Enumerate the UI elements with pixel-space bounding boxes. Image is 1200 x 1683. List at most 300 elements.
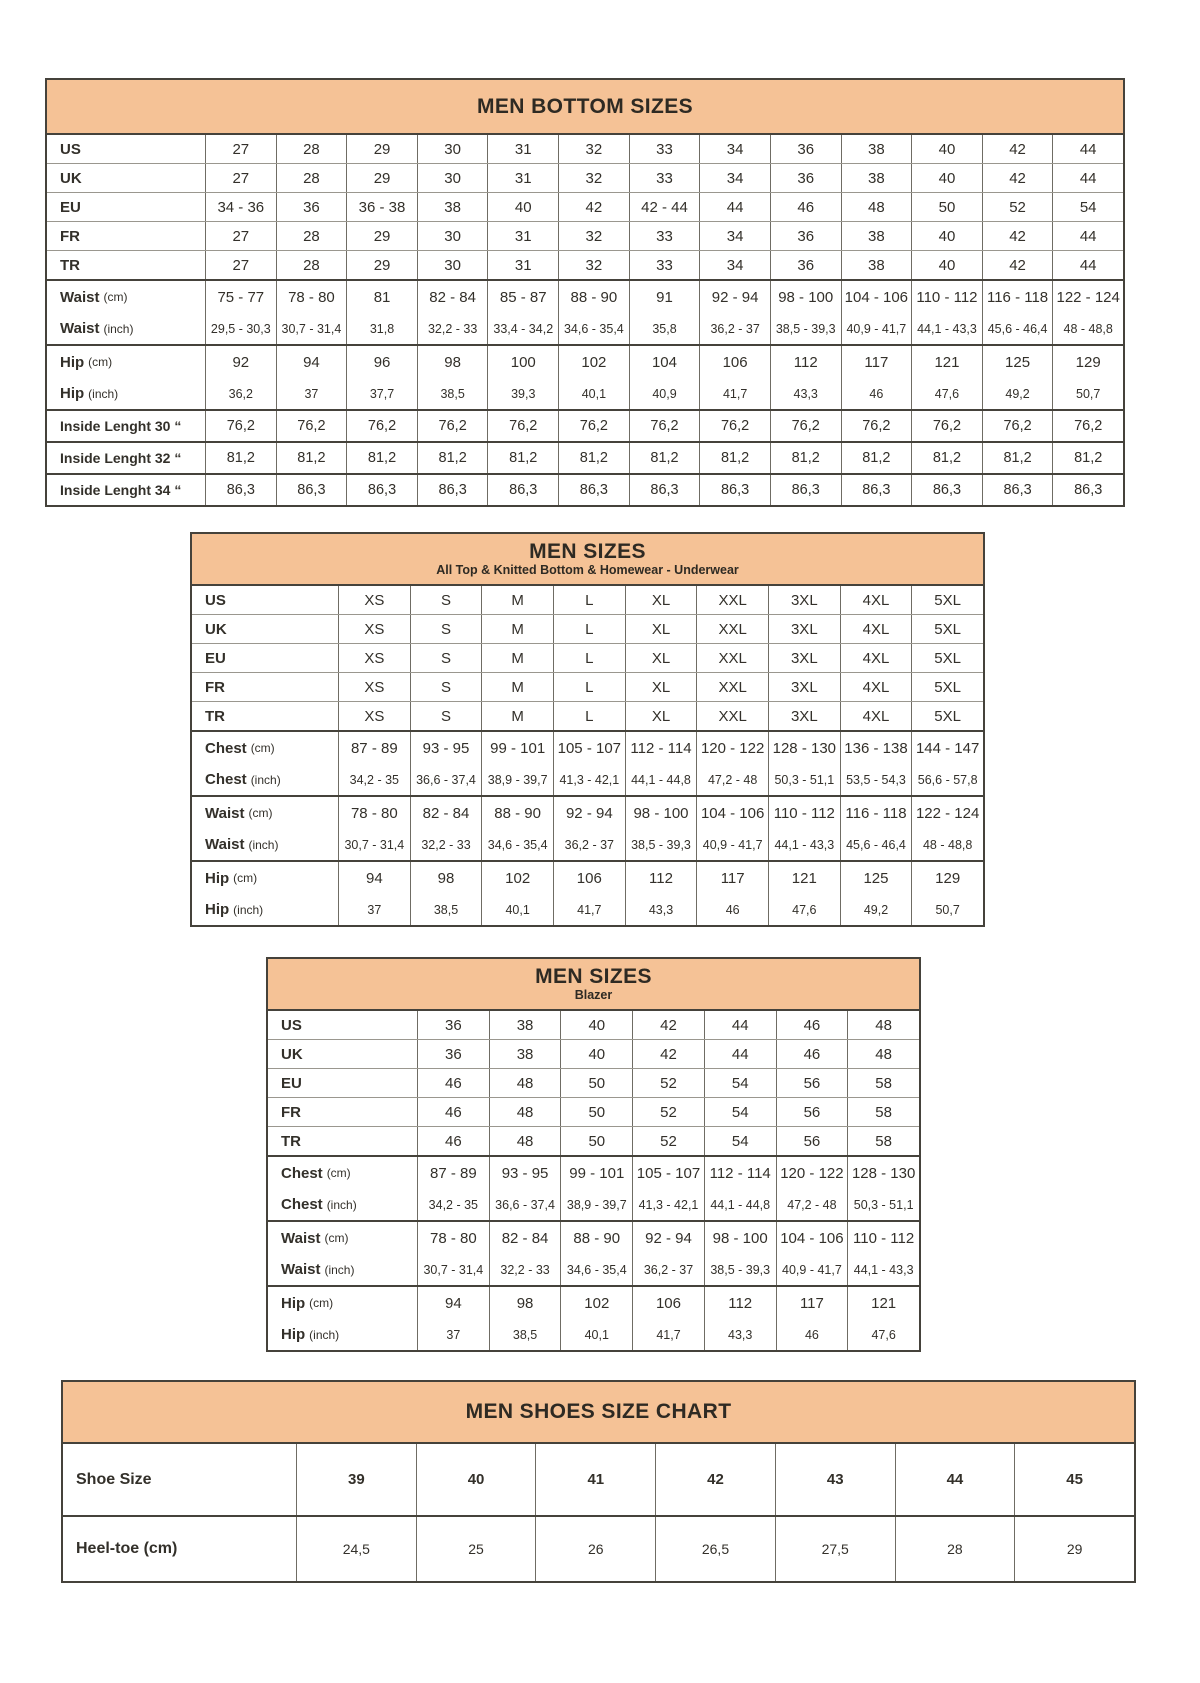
value-cell: 44,1 - 43,3 <box>911 313 982 344</box>
table-men-sizes-top <box>190 532 985 927</box>
value-cell: 36 <box>417 1040 489 1068</box>
value-cell: L <box>553 673 625 701</box>
value-cell: 33,4 - 34,2 <box>487 313 558 344</box>
value-cell: 99 - 101 <box>481 732 553 764</box>
value-cell: 41,7 <box>632 1319 704 1350</box>
table-row <box>192 586 983 614</box>
value-cell: 81,2 <box>699 443 770 473</box>
value-cell: 46 <box>417 1069 489 1097</box>
table-body <box>47 135 1123 505</box>
value-cell: 30 <box>417 222 488 250</box>
value-cell: 56 <box>776 1069 848 1097</box>
value-cell: 76,2 <box>1052 411 1123 441</box>
value-cell: 40,1 <box>481 894 553 925</box>
table-row <box>268 1068 919 1097</box>
value-cell: 5XL <box>911 644 983 672</box>
value-cell: 36,2 - 37 <box>632 1254 704 1285</box>
value-cell: 52 <box>632 1069 704 1097</box>
value-cell: 3XL <box>768 644 840 672</box>
value-cell: 34 <box>699 164 770 192</box>
value-cell: 3XL <box>768 586 840 614</box>
table-subtitle: All Top & Knitted Bottom & Homewear - Underwear <box>436 563 739 578</box>
value-cell: M <box>481 644 553 672</box>
value-cell: 54 <box>704 1127 776 1155</box>
value-cell: 93 - 95 <box>410 732 482 764</box>
value-cell: 102 <box>558 346 629 378</box>
value-cell: 28 <box>276 222 347 250</box>
row-label: Waist (cm) <box>281 1229 349 1247</box>
value-cell: 48 <box>847 1011 919 1039</box>
value-cell: 86,3 <box>982 475 1053 505</box>
value-cell: 46 <box>696 894 768 925</box>
value-cell: 49,2 <box>982 378 1053 409</box>
value-cell: 81,2 <box>770 443 841 473</box>
value-cell: 45,6 - 46,4 <box>840 829 912 860</box>
value-cell: 27 <box>205 135 276 163</box>
value-cell: 47,2 - 48 <box>696 764 768 795</box>
value-cell: 81 <box>346 281 417 313</box>
value-cell: 31 <box>487 222 558 250</box>
table-row <box>47 443 1123 473</box>
value-cell: 92 - 94 <box>632 1222 704 1254</box>
value-cell: 38,5 - 39,3 <box>625 829 697 860</box>
value-cell: 36 <box>770 222 841 250</box>
table-section <box>47 441 1123 473</box>
table-title-band <box>47 80 1123 135</box>
row-label: Chest (inch) <box>205 771 281 788</box>
value-cell: XL <box>625 615 697 643</box>
value-cell: 27,5 <box>775 1517 895 1581</box>
value-cell: 4XL <box>840 644 912 672</box>
value-cell: 48 <box>847 1040 919 1068</box>
value-cell: 34 - 36 <box>205 193 276 221</box>
value-cell: 40 <box>560 1011 632 1039</box>
value-cell: 44 <box>704 1011 776 1039</box>
value-cell: 58 <box>847 1069 919 1097</box>
value-cell: M <box>481 702 553 730</box>
value-cell: 76,2 <box>276 411 347 441</box>
value-cell: 30,7 - 31,4 <box>338 829 410 860</box>
value-cell: 38,5 <box>489 1319 561 1350</box>
value-cell: 31,8 <box>346 313 417 344</box>
value-cell: 98 <box>417 346 488 378</box>
row-label: Waist (cm) <box>205 804 273 822</box>
table-title: MEN SIZES <box>529 539 646 563</box>
value-cell: XXL <box>696 586 768 614</box>
value-cell: 121 <box>768 862 840 894</box>
value-cell: 44 <box>699 193 770 221</box>
value-cell: 86,3 <box>911 475 982 505</box>
value-cell: 76,2 <box>629 411 700 441</box>
value-cell: 116 - 118 <box>840 797 912 829</box>
value-cell: 75 - 77 <box>205 281 276 313</box>
table-row <box>47 281 1123 313</box>
value-cell: 40 <box>416 1444 536 1515</box>
value-cell: 94 <box>417 1287 489 1319</box>
value-cell: 34,6 - 35,4 <box>558 313 629 344</box>
row-label: Chest (cm) <box>205 739 275 757</box>
value-cell: 47,6 <box>847 1319 919 1350</box>
value-cell: 38,9 - 39,7 <box>560 1189 632 1220</box>
row-label: Inside Lenght 30 “ <box>60 418 182 434</box>
value-cell: 38,5 <box>417 378 488 409</box>
value-cell: 40,9 - 41,7 <box>841 313 912 344</box>
value-cell: 34,2 - 35 <box>417 1189 489 1220</box>
value-cell: 46 <box>776 1011 848 1039</box>
value-cell: 40,1 <box>558 378 629 409</box>
value-cell: 125 <box>982 346 1053 378</box>
value-cell: 29 <box>1014 1517 1134 1581</box>
value-cell: 50 <box>911 193 982 221</box>
value-cell: XXL <box>696 673 768 701</box>
value-cell: 99 - 101 <box>560 1157 632 1189</box>
value-cell: 86,3 <box>487 475 558 505</box>
value-cell: XL <box>625 586 697 614</box>
table-subtitle: Blazer <box>574 988 613 1003</box>
row-label: Waist (inch) <box>281 1261 355 1278</box>
value-cell: 54 <box>704 1098 776 1126</box>
value-cell: S <box>410 615 482 643</box>
value-cell: 117 <box>841 346 912 378</box>
row-label: Hip (cm) <box>205 869 258 887</box>
value-cell: S <box>410 586 482 614</box>
value-cell: 129 <box>1052 346 1123 378</box>
table-section <box>268 1220 919 1285</box>
value-cell: 36 <box>770 251 841 279</box>
table-title-band <box>63 1382 1134 1444</box>
value-cell: 42 <box>982 251 1053 279</box>
value-cell: 38 <box>841 135 912 163</box>
value-cell: 40,1 <box>560 1319 632 1350</box>
value-cell: 86,3 <box>629 475 700 505</box>
value-cell: 98 - 100 <box>625 797 697 829</box>
value-cell: 32 <box>558 251 629 279</box>
row-label: FR <box>60 227 80 245</box>
row-label: FR <box>281 1103 301 1121</box>
value-cell: 58 <box>847 1127 919 1155</box>
table-title-band <box>192 534 983 586</box>
value-cell: 104 <box>629 346 700 378</box>
value-cell: 110 - 112 <box>768 797 840 829</box>
value-cell: 86,3 <box>699 475 770 505</box>
value-cell: 93 - 95 <box>489 1157 561 1189</box>
value-cell: 88 - 90 <box>558 281 629 313</box>
row-label: FR <box>205 678 225 696</box>
value-cell: 76,2 <box>558 411 629 441</box>
value-cell: 26 <box>535 1517 655 1581</box>
table-men-sizes-blazer <box>266 957 921 1352</box>
table-row <box>268 1189 919 1220</box>
table-row <box>47 378 1123 409</box>
value-cell: 36 <box>770 164 841 192</box>
row-label: Shoe Size <box>76 1470 152 1488</box>
value-cell: 43,3 <box>704 1319 776 1350</box>
row-label: Inside Lenght 32 “ <box>60 450 182 466</box>
table-row <box>192 701 983 730</box>
value-cell: 86,3 <box>346 475 417 505</box>
table-section <box>47 473 1123 505</box>
value-cell: 5XL <box>911 586 983 614</box>
table-title: MEN BOTTOM SIZES <box>476 94 694 118</box>
row-label: Heel-toe (cm) <box>76 1540 178 1557</box>
value-cell: 36,6 - 37,4 <box>489 1189 561 1220</box>
table-section <box>47 409 1123 441</box>
value-cell: 42 <box>982 135 1053 163</box>
table-row <box>192 764 983 795</box>
value-cell: 52 <box>982 193 1053 221</box>
value-cell: 29 <box>346 222 417 250</box>
value-cell: 34 <box>699 222 770 250</box>
row-label: TR <box>60 256 80 274</box>
value-cell: 50 <box>560 1127 632 1155</box>
size-chart-document <box>0 78 1200 1583</box>
value-cell: 29 <box>346 251 417 279</box>
table-section <box>47 344 1123 409</box>
row-label: US <box>205 591 226 609</box>
value-cell: 37 <box>417 1319 489 1350</box>
value-cell: 104 - 106 <box>696 797 768 829</box>
table-row <box>268 1222 919 1254</box>
value-cell: 116 - 118 <box>982 281 1053 313</box>
value-cell: M <box>481 586 553 614</box>
table-section <box>63 1444 1134 1515</box>
value-cell: L <box>553 615 625 643</box>
table-section <box>192 730 983 795</box>
value-cell: L <box>553 644 625 672</box>
value-cell: 58 <box>847 1098 919 1126</box>
value-cell: 40,9 - 41,7 <box>776 1254 848 1285</box>
row-label: UK <box>60 169 82 187</box>
value-cell: 38,5 - 39,3 <box>770 313 841 344</box>
value-cell: 42 <box>558 193 629 221</box>
value-cell: 81,2 <box>487 443 558 473</box>
value-cell: 32 <box>558 135 629 163</box>
table-row <box>268 1097 919 1126</box>
value-cell: 98 <box>489 1287 561 1319</box>
value-cell: 78 - 80 <box>338 797 410 829</box>
value-cell: 44 <box>704 1040 776 1068</box>
table-row <box>192 614 983 643</box>
value-cell: 42 <box>655 1444 775 1515</box>
value-cell: 86,3 <box>276 475 347 505</box>
value-cell: 41,3 - 42,1 <box>632 1189 704 1220</box>
value-cell: 44,1 - 44,8 <box>625 764 697 795</box>
table-section <box>268 1285 919 1350</box>
value-cell: 28 <box>276 164 347 192</box>
value-cell: 41,7 <box>699 378 770 409</box>
table-row <box>47 192 1123 221</box>
value-cell: 25 <box>416 1517 536 1581</box>
table-section <box>268 1155 919 1220</box>
value-cell: 36 <box>276 193 347 221</box>
table-row <box>47 313 1123 344</box>
value-cell: 35,8 <box>629 313 700 344</box>
value-cell: 56 <box>776 1098 848 1126</box>
value-cell: 3XL <box>768 615 840 643</box>
value-cell: 32 <box>558 164 629 192</box>
value-cell: 48 <box>489 1127 561 1155</box>
value-cell: 5XL <box>911 673 983 701</box>
row-label: Waist (cm) <box>60 288 128 306</box>
value-cell: S <box>410 702 482 730</box>
value-cell: 53,5 - 54,3 <box>840 764 912 795</box>
value-cell: 104 - 106 <box>841 281 912 313</box>
value-cell: 40,9 - 41,7 <box>696 829 768 860</box>
table-body <box>192 586 983 925</box>
value-cell: 81,2 <box>1052 443 1123 473</box>
value-cell: 37,7 <box>346 378 417 409</box>
value-cell: 40,9 <box>629 378 700 409</box>
row-label: TR <box>281 1132 301 1150</box>
value-cell: 50 <box>560 1069 632 1097</box>
value-cell: 121 <box>911 346 982 378</box>
value-cell: 27 <box>205 251 276 279</box>
value-cell: 42 <box>632 1011 704 1039</box>
value-cell: 40 <box>560 1040 632 1068</box>
row-label: US <box>60 140 81 158</box>
value-cell: 38 <box>489 1040 561 1068</box>
value-cell: 50,7 <box>1052 378 1123 409</box>
value-cell: 110 - 112 <box>847 1222 919 1254</box>
value-cell: L <box>553 586 625 614</box>
value-cell: 34,2 - 35 <box>338 764 410 795</box>
value-cell: 41,7 <box>553 894 625 925</box>
value-cell: 40 <box>911 135 982 163</box>
value-cell: 110 - 112 <box>911 281 982 313</box>
value-cell: 24,5 <box>296 1517 416 1581</box>
value-cell: 41,3 - 42,1 <box>553 764 625 795</box>
value-cell: 92 - 94 <box>553 797 625 829</box>
value-cell: 38,5 <box>410 894 482 925</box>
value-cell: 44 <box>1052 251 1123 279</box>
value-cell: S <box>410 673 482 701</box>
row-label: Chest (cm) <box>281 1164 351 1182</box>
value-cell: 38 <box>841 222 912 250</box>
value-cell: 120 - 122 <box>776 1157 848 1189</box>
value-cell: 82 - 84 <box>489 1222 561 1254</box>
value-cell: 47,2 - 48 <box>776 1189 848 1220</box>
value-cell: 78 - 80 <box>276 281 347 313</box>
table-row <box>192 643 983 672</box>
value-cell: XS <box>338 644 410 672</box>
value-cell: 81,2 <box>911 443 982 473</box>
value-cell: 36 - 38 <box>346 193 417 221</box>
row-label: Chest (inch) <box>281 1196 357 1213</box>
value-cell: 40 <box>911 251 982 279</box>
value-cell: 28 <box>895 1517 1015 1581</box>
row-label: Hip (inch) <box>60 385 119 402</box>
value-cell: 26,5 <box>655 1517 775 1581</box>
table-section <box>192 795 983 860</box>
value-cell: 32,2 - 33 <box>489 1254 561 1285</box>
value-cell: 122 - 124 <box>911 797 983 829</box>
value-cell: 32,2 - 33 <box>410 829 482 860</box>
value-cell: 36 <box>770 135 841 163</box>
table-title-band <box>268 959 919 1011</box>
row-label: Waist (inch) <box>60 320 134 337</box>
value-cell: 31 <box>487 164 558 192</box>
row-label: EU <box>281 1074 302 1092</box>
value-cell: 122 - 124 <box>1052 281 1123 313</box>
row-label: Inside Lenght 34 “ <box>60 482 182 498</box>
value-cell: 39 <box>296 1444 416 1515</box>
value-cell: 81,2 <box>205 443 276 473</box>
value-cell: 30,7 - 31,4 <box>276 313 347 344</box>
value-cell: 112 - 114 <box>704 1157 776 1189</box>
value-cell: 129 <box>911 862 983 894</box>
value-cell: XXL <box>696 702 768 730</box>
value-cell: 50,3 - 51,1 <box>847 1189 919 1220</box>
value-cell: 106 <box>553 862 625 894</box>
table-row <box>268 1254 919 1285</box>
value-cell: 81,2 <box>417 443 488 473</box>
value-cell: 86,3 <box>205 475 276 505</box>
value-cell: 42 <box>632 1040 704 1068</box>
table-row <box>47 475 1123 505</box>
value-cell: 87 - 89 <box>417 1157 489 1189</box>
value-cell: 56 <box>776 1127 848 1155</box>
value-cell: 98 <box>410 862 482 894</box>
value-cell: 43,3 <box>625 894 697 925</box>
table-row <box>47 346 1123 378</box>
value-cell: 32,2 - 33 <box>417 313 488 344</box>
table-men-shoes-size-chart <box>61 1380 1136 1583</box>
value-cell: 105 - 107 <box>632 1157 704 1189</box>
value-cell: 105 - 107 <box>553 732 625 764</box>
value-cell: 34 <box>699 135 770 163</box>
value-cell: 88 - 90 <box>560 1222 632 1254</box>
value-cell: 47,6 <box>911 378 982 409</box>
value-cell: 40 <box>911 164 982 192</box>
value-cell: 28 <box>276 135 347 163</box>
value-cell: 27 <box>205 164 276 192</box>
row-label: Hip (cm) <box>60 353 113 371</box>
table-row <box>268 1287 919 1319</box>
value-cell: 44,1 - 43,3 <box>768 829 840 860</box>
value-cell: 33 <box>629 251 700 279</box>
value-cell: XL <box>625 673 697 701</box>
value-cell: 36,2 <box>205 378 276 409</box>
value-cell: 86,3 <box>841 475 912 505</box>
value-cell: 102 <box>481 862 553 894</box>
row-label: Hip (cm) <box>281 1294 334 1312</box>
value-cell: 112 <box>625 862 697 894</box>
value-cell: 46 <box>417 1127 489 1155</box>
value-cell: 27 <box>205 222 276 250</box>
value-cell: 34,6 - 35,4 <box>481 829 553 860</box>
value-cell: 50 <box>560 1098 632 1126</box>
row-label: UK <box>281 1045 303 1063</box>
value-cell: 46 <box>776 1040 848 1068</box>
value-cell: 43 <box>775 1444 895 1515</box>
value-cell: 46 <box>417 1098 489 1126</box>
value-cell: 41 <box>535 1444 655 1515</box>
value-cell: 37 <box>276 378 347 409</box>
value-cell: 3XL <box>768 702 840 730</box>
value-cell: 50,3 - 51,1 <box>768 764 840 795</box>
table-body <box>268 1011 919 1350</box>
value-cell: 45 <box>1014 1444 1134 1515</box>
value-cell: 36,6 - 37,4 <box>410 764 482 795</box>
value-cell: 36 <box>417 1011 489 1039</box>
value-cell: XXL <box>696 615 768 643</box>
value-cell: 82 - 84 <box>410 797 482 829</box>
value-cell: 81,2 <box>276 443 347 473</box>
value-cell: 92 - 94 <box>699 281 770 313</box>
value-cell: 52 <box>632 1098 704 1126</box>
row-label: Hip (inch) <box>205 901 264 918</box>
value-cell: 33 <box>629 164 700 192</box>
